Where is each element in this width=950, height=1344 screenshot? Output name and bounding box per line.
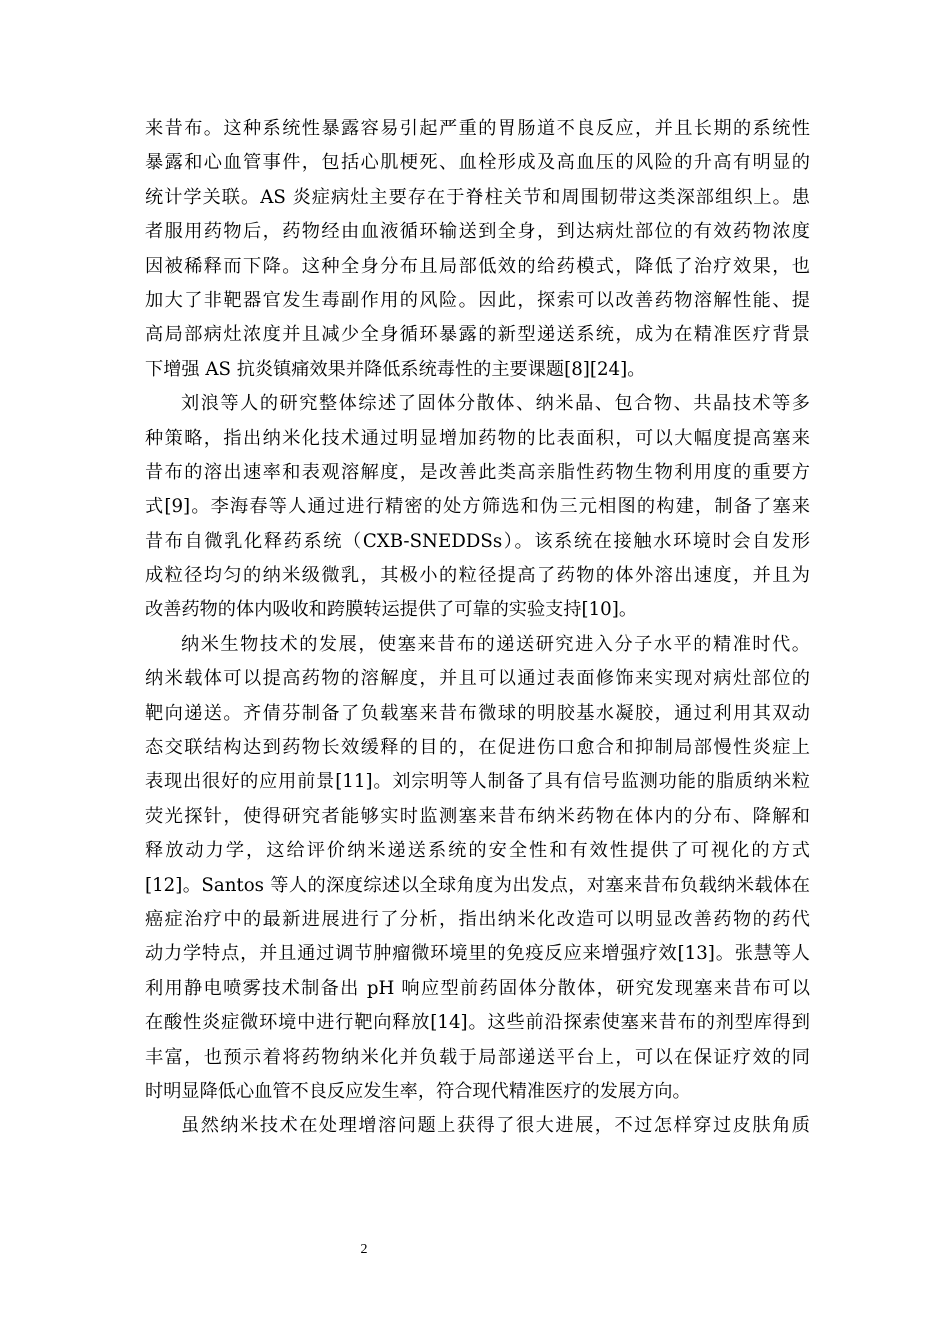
text-line: 虽然纳米技术在处理增溶问题上获得了很大进展，不过怎样穿过皮肤角质 — [181, 1115, 810, 1137]
text-line: 下增强 AS 抗炎镇痛效果并降低系统毒性的主要课题[8][24]。 — [145, 358, 646, 380]
text-line: 纳米生物技术的发展，使塞来昔布的递送研究进入分子水平的精准时代。 — [181, 633, 810, 655]
text-line: 昔布自微乳化释药系统（CXB-SNEDDSs）。该系统在接触水环境时会自发形 — [145, 530, 810, 552]
text-line: 改善药物的体内吸收和跨膜转运提供了可靠的实验支持[10]。 — [145, 599, 638, 621]
text-line: 在酸性炎症微环境中进行靶向释放[14]。这些前沿探索使塞来昔布的剂型库得到 — [145, 1012, 810, 1034]
text-line: 昔布的溶出速率和表观溶解度，是改善此类高亲脂性药物生物利用度的重要方 — [145, 461, 810, 483]
text-line: 式[9]。李海春等人通过进行精密的处方筛选和伪三元相图的构建，制备了塞来 — [145, 496, 810, 518]
text-line: 表现出很好的应用前景[11]。刘宗明等人制备了具有信号监测功能的脂质纳米粒 — [145, 771, 810, 793]
text-line: 癌症治疗中的最新进展进行了分析，指出纳米化改造可以明显改善药物的药代 — [145, 908, 810, 930]
text-line: 成粒径均匀的纳米级微乳，其极小的粒径提高了药物的体外溶出速度，并且为 — [145, 565, 810, 587]
text-line: 丰富，也预示着将药物纳米化并负载于局部递送平台上，可以在保证疗效的同 — [145, 1046, 810, 1068]
text-line: 释放动力学，这给评价纳米递送系统的安全性和有效性提供了可视化的方式 — [145, 840, 810, 862]
text-line: 荧光探针，使得研究者能够实时监测塞来昔布纳米药物在体内的分布、降解和 — [145, 805, 810, 827]
text-line: 种策略，指出纳米化技术通过明显增加药物的比表面积，可以大幅度提高塞来 — [145, 427, 810, 449]
text-line: 暴露和心血管事件，包括心肌梗死、血栓形成及高血压的风险的升高有明显的 — [145, 152, 810, 174]
text-line: 加大了非靶器官发生毒副作用的风险。因此，探索可以改善药物溶解性能、提 — [145, 289, 810, 311]
text-line: 靶向递送。齐倩芬制备了负载塞来昔布微球的明胶基水凝胶，通过利用其双动 — [145, 702, 810, 724]
text-line: 统计学关联。AS 炎症病灶主要存在于脊柱关节和周围韧带这类深部组织上。患 — [145, 186, 810, 208]
text-line: 利用静电喷雾技术制备出 pH 响应型前药固体分散体，研究发现塞来昔布可以 — [145, 977, 810, 999]
text-line: 动力学特点，并且通过调节肿瘤微环境里的免疫反应来增强疗效[13]。张慧等人 — [145, 943, 810, 965]
text-line: 来昔布。这种系统性暴露容易引起严重的胃肠道不良反应，并且长期的系统性 — [145, 118, 810, 139]
text-line: 者服用药物后，药物经由血液循环输送到全身，到达病灶部位的有效药物浓度 — [145, 221, 810, 243]
text-line: 刘浪等人的研究整体综述了固体分散体、纳米晶、包合物、共晶技术等多 — [181, 393, 810, 415]
text-line: 态交联结构达到药物长效缓释的目的，在促进伤口愈合和抑制局部慢性炎症上 — [145, 737, 810, 759]
text-line: 因被稀释而下降。这种全身分布且局部低效的给药模式，降低了治疗效果，也 — [145, 255, 810, 277]
text-line: 时明显降低心血管不良反应发生率，符合现代精准医疗的发展方向。 — [145, 1080, 691, 1102]
text-line: [12]。Santos 等人的深度综述以全球角度为出发点，对塞来昔布负载纳米载体在 — [145, 874, 810, 896]
page-number: 2 — [360, 1242, 368, 1257]
document-body — [145, 112, 810, 1144]
text-line: 纳米载体可以提高药物的溶解度，并且可以通过表面修饰来实现对病灶部位的 — [145, 668, 810, 690]
text-line: 高局部病灶浓度并且减少全身循环暴露的新型递送系统，成为在精准医疗背景 — [145, 324, 810, 346]
